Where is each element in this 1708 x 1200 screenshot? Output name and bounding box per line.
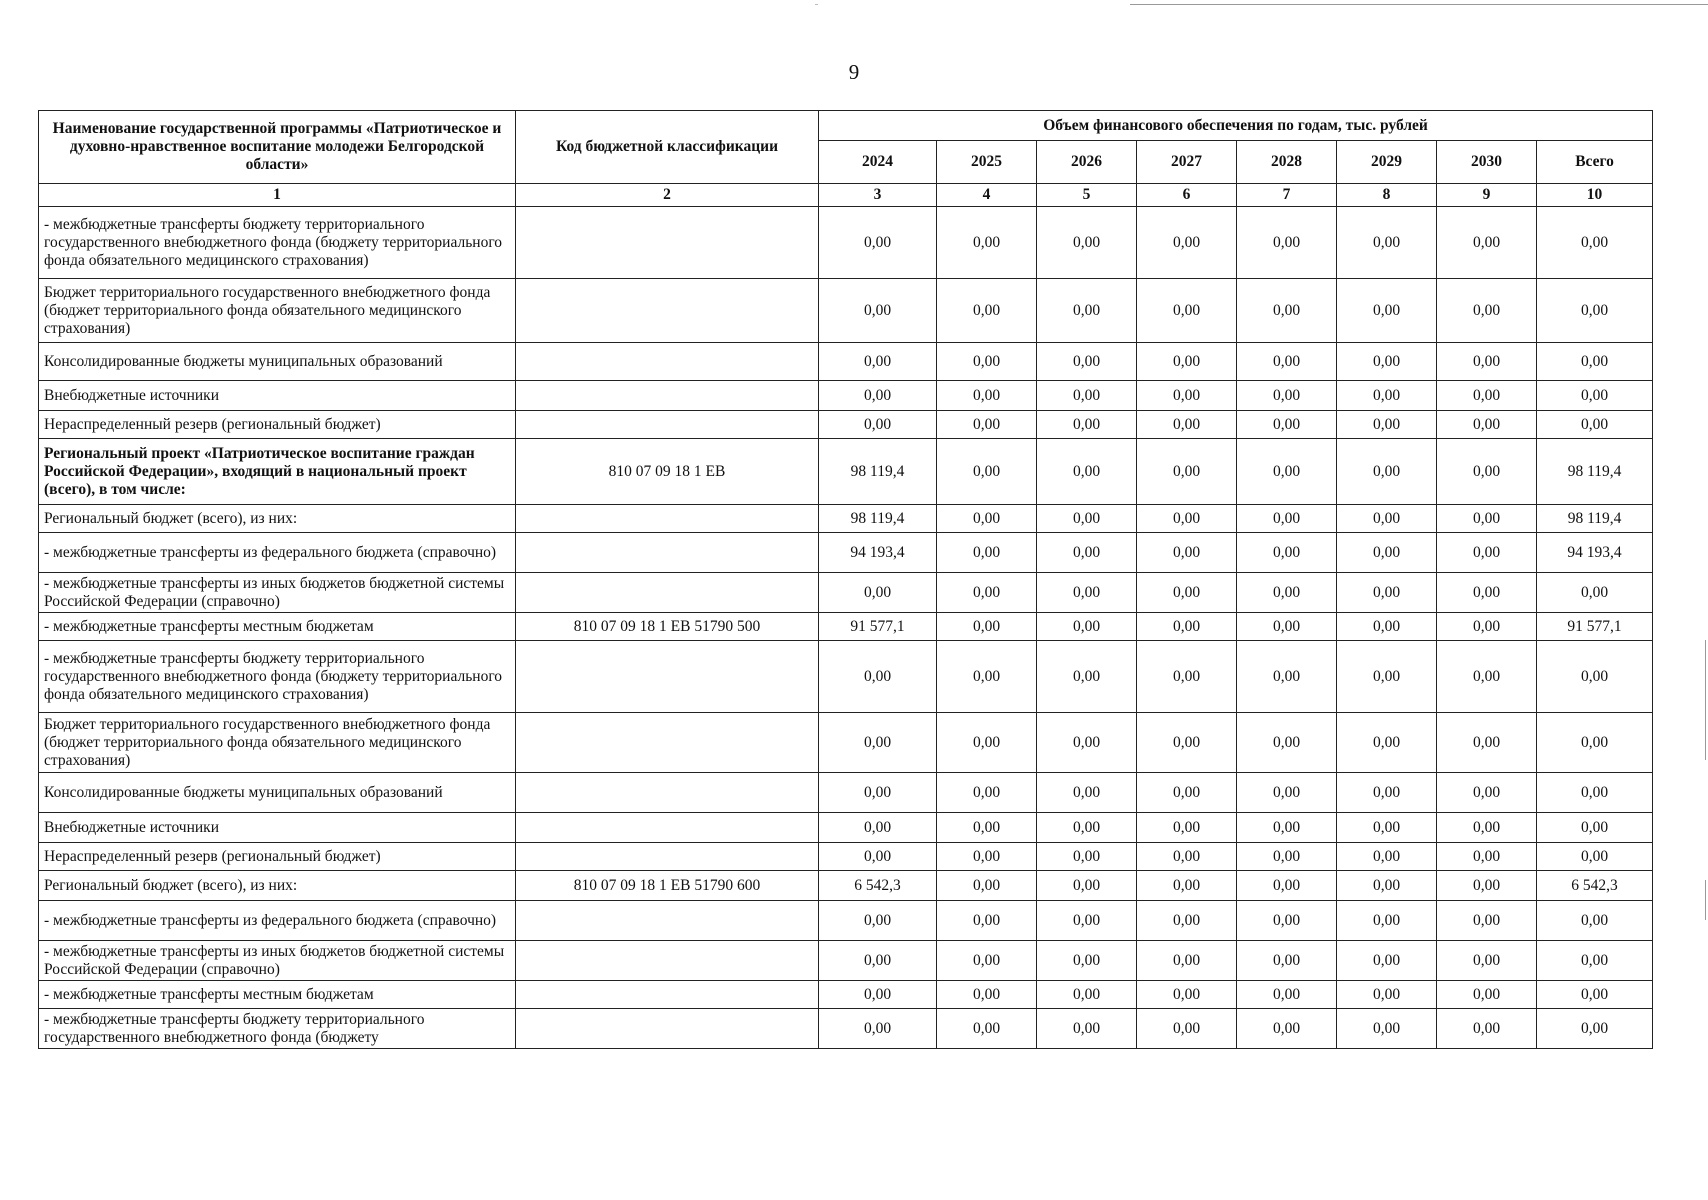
row-value: 0,00 (1437, 713, 1537, 773)
row-value: 0,00 (1037, 981, 1137, 1009)
row-name: Нераспределенный резерв (региональный бюджет) (39, 411, 516, 439)
row-value: 0,00 (1137, 813, 1237, 843)
row-code (516, 813, 819, 843)
row-value: 0,00 (1137, 981, 1237, 1009)
row-value: 0,00 (1337, 773, 1437, 813)
row-name: - межбюджетные трансферты из федерального бюджета (справочно) (39, 533, 516, 573)
row-value: 0,00 (819, 813, 937, 843)
row-value: 0,00 (1337, 843, 1437, 871)
header-year: 2029 (1337, 141, 1437, 184)
header-year: 2028 (1237, 141, 1337, 184)
row-code (516, 843, 819, 871)
row-value: 0,00 (819, 981, 937, 1009)
row-total: 98 119,4 (1537, 505, 1653, 533)
row-code: 810 07 09 18 1 ЕВ (516, 439, 819, 505)
row-value: 0,00 (1337, 279, 1437, 343)
table-row (39, 381, 1653, 411)
row-value: 0,00 (1037, 207, 1137, 279)
row-value: 0,00 (1037, 871, 1137, 901)
table-row (39, 533, 1653, 573)
row-value: 0,00 (1437, 901, 1537, 941)
scan-mark (815, 4, 818, 5)
row-value: 0,00 (937, 1009, 1037, 1049)
column-number: 3 (819, 184, 937, 207)
row-total: 98 119,4 (1537, 439, 1653, 505)
row-value: 0,00 (1337, 871, 1437, 901)
row-value: 0,00 (937, 411, 1037, 439)
header-year: 2025 (937, 141, 1037, 184)
table-row (39, 343, 1653, 381)
row-value: 0,00 (1437, 773, 1537, 813)
table-body (39, 207, 1653, 1049)
row-value: 0,00 (1437, 641, 1537, 713)
table-row (39, 573, 1653, 613)
row-value: 0,00 (937, 613, 1037, 641)
row-value: 0,00 (1337, 641, 1437, 713)
table-row (39, 813, 1653, 843)
row-total: 91 577,1 (1537, 613, 1653, 641)
row-value: 0,00 (1137, 613, 1237, 641)
row-value: 0,00 (1437, 505, 1537, 533)
row-value: 0,00 (1437, 613, 1537, 641)
header-year: 2027 (1137, 141, 1237, 184)
row-value: 0,00 (1437, 343, 1537, 381)
row-code (516, 1009, 819, 1049)
row-value: 0,00 (937, 843, 1037, 871)
row-value: 0,00 (1437, 533, 1537, 573)
row-code: 810 07 09 18 1 ЕВ 51790 500 (516, 613, 819, 641)
row-code (516, 941, 819, 981)
row-value: 0,00 (1237, 941, 1337, 981)
row-total: 0,00 (1537, 207, 1653, 279)
table-row (39, 773, 1653, 813)
table-row (39, 411, 1653, 439)
row-value: 0,00 (1237, 505, 1337, 533)
header-year: 2026 (1037, 141, 1137, 184)
row-value: 0,00 (819, 573, 937, 613)
row-name: Консолидированные бюджеты муниципальных образований (39, 343, 516, 381)
row-value: 0,00 (819, 843, 937, 871)
row-value: 0,00 (1137, 207, 1237, 279)
column-number-row (39, 184, 1653, 207)
row-value: 0,00 (1037, 381, 1137, 411)
row-value: 0,00 (1137, 1009, 1237, 1049)
row-code (516, 505, 819, 533)
row-value: 0,00 (1437, 381, 1537, 411)
row-total: 0,00 (1537, 411, 1653, 439)
row-value: 0,00 (1037, 343, 1137, 381)
column-number: 5 (1037, 184, 1137, 207)
row-name: Внебюджетные источники (39, 381, 516, 411)
budget-table (38, 110, 1653, 1049)
row-value: 0,00 (1337, 411, 1437, 439)
row-code (516, 981, 819, 1009)
row-value: 94 193,4 (819, 533, 937, 573)
row-value: 0,00 (1037, 941, 1137, 981)
row-value: 0,00 (937, 641, 1037, 713)
row-total: 0,00 (1537, 279, 1653, 343)
row-value: 0,00 (1037, 533, 1137, 573)
row-name: Региональный бюджет (всего), из них: (39, 871, 516, 901)
row-value: 0,00 (1437, 843, 1537, 871)
row-value: 0,00 (1137, 439, 1237, 505)
row-name: - межбюджетные трансферты из федерального бюджета (справочно) (39, 901, 516, 941)
row-value: 0,00 (1137, 505, 1237, 533)
row-value: 0,00 (1237, 381, 1337, 411)
row-value: 0,00 (937, 207, 1037, 279)
row-code (516, 641, 819, 713)
row-value: 0,00 (1237, 573, 1337, 613)
row-value: 0,00 (1437, 439, 1537, 505)
row-value: 0,00 (1037, 573, 1137, 613)
row-value: 0,00 (937, 381, 1037, 411)
row-value: 0,00 (937, 773, 1037, 813)
row-value: 0,00 (1037, 773, 1137, 813)
row-value: 0,00 (1237, 981, 1337, 1009)
row-value: 0,00 (1337, 813, 1437, 843)
row-name: Внебюджетные источники (39, 813, 516, 843)
row-value: 0,00 (1237, 343, 1337, 381)
row-value: 0,00 (1237, 641, 1337, 713)
row-value: 0,00 (1137, 843, 1237, 871)
row-name: Бюджет территориального государственного внебюджетного фонда (бюджет территориального фонда обязательного медицинского страхования) (39, 279, 516, 343)
row-value: 0,00 (819, 411, 937, 439)
row-value: 0,00 (1137, 641, 1237, 713)
column-number: 6 (1137, 184, 1237, 207)
row-name: Региональный бюджет (всего), из них: (39, 505, 516, 533)
row-value: 0,00 (937, 813, 1037, 843)
row-value: 0,00 (819, 381, 937, 411)
row-value: 0,00 (1237, 843, 1337, 871)
row-value: 0,00 (1237, 411, 1337, 439)
row-value: 0,00 (1237, 871, 1337, 901)
column-number: 1 (39, 184, 516, 207)
table-row (39, 901, 1653, 941)
row-value: 0,00 (819, 941, 937, 981)
row-value: 0,00 (1037, 641, 1137, 713)
row-value: 0,00 (819, 713, 937, 773)
row-value: 0,00 (1037, 901, 1137, 941)
row-value: 0,00 (1337, 439, 1437, 505)
row-value: 0,00 (1437, 871, 1537, 901)
table-row (39, 981, 1653, 1009)
row-value: 6 542,3 (819, 871, 937, 901)
row-value: 0,00 (1137, 941, 1237, 981)
row-total: 0,00 (1537, 813, 1653, 843)
row-total: 6 542,3 (1537, 871, 1653, 901)
row-total: 0,00 (1537, 381, 1653, 411)
table-row (39, 843, 1653, 871)
row-value: 0,00 (1137, 411, 1237, 439)
row-value: 0,00 (1437, 411, 1537, 439)
row-value: 0,00 (1337, 207, 1437, 279)
row-value: 0,00 (1237, 813, 1337, 843)
row-value: 0,00 (1337, 533, 1437, 573)
row-total: 0,00 (1537, 901, 1653, 941)
row-value: 0,00 (1137, 381, 1237, 411)
row-name: - межбюджетные трансферты бюджету территориального государственного внебюджетного фонда (бюджету территориального фонда обязательного медицинского страхования) (39, 641, 516, 713)
row-value: 0,00 (937, 941, 1037, 981)
table-row (39, 439, 1653, 505)
row-value: 0,00 (1237, 613, 1337, 641)
row-value: 0,00 (1337, 941, 1437, 981)
row-value: 0,00 (1037, 505, 1137, 533)
header-year: Всего (1537, 141, 1653, 184)
row-value: 0,00 (1037, 713, 1137, 773)
header-funding: Объем финансового обеспечения по годам, тыс. рублей (819, 111, 1653, 141)
table-row (39, 871, 1653, 901)
row-value: 0,00 (1437, 207, 1537, 279)
column-number: 2 (516, 184, 819, 207)
row-value: 0,00 (1037, 411, 1137, 439)
row-value: 0,00 (937, 439, 1037, 505)
row-value: 0,00 (1337, 343, 1437, 381)
row-value: 0,00 (1237, 1009, 1337, 1049)
row-value: 0,00 (1437, 813, 1537, 843)
row-value: 0,00 (1437, 981, 1537, 1009)
row-value: 0,00 (819, 901, 937, 941)
row-value: 0,00 (937, 871, 1037, 901)
table-row (39, 613, 1653, 641)
row-value: 0,00 (1337, 573, 1437, 613)
row-value: 98 119,4 (819, 439, 937, 505)
row-value: 0,00 (1337, 901, 1437, 941)
row-code (516, 343, 819, 381)
row-total: 0,00 (1537, 941, 1653, 981)
row-name: - межбюджетные трансферты из иных бюджетов бюджетной системы Российской Федерации (справочно) (39, 573, 516, 613)
header-year: 2030 (1437, 141, 1537, 184)
table-row (39, 941, 1653, 981)
row-total: 0,00 (1537, 981, 1653, 1009)
row-name: - межбюджетные трансферты местным бюджетам (39, 981, 516, 1009)
row-value: 0,00 (1037, 843, 1137, 871)
row-value: 0,00 (1137, 279, 1237, 343)
row-value: 0,00 (1237, 279, 1337, 343)
row-code: 810 07 09 18 1 ЕВ 51790 600 (516, 871, 819, 901)
table-row (39, 713, 1653, 773)
row-value: 0,00 (1337, 1009, 1437, 1049)
row-value: 0,00 (819, 207, 937, 279)
row-value: 0,00 (1137, 713, 1237, 773)
row-value: 0,00 (1337, 381, 1437, 411)
row-value: 0,00 (1337, 505, 1437, 533)
scan-edge-line (1130, 4, 1708, 5)
page-number: 9 (848, 60, 860, 84)
table-row (39, 279, 1653, 343)
row-value: 0,00 (1337, 981, 1437, 1009)
row-name: Региональный проект «Патриотическое воспитание граждан Российской Федерации», входящий в национальный проект (всего), в том числе: (39, 439, 516, 505)
row-code (516, 411, 819, 439)
row-value: 91 577,1 (819, 613, 937, 641)
row-code (516, 207, 819, 279)
table-row (39, 505, 1653, 533)
row-name: - межбюджетные трансферты местным бюджетам (39, 613, 516, 641)
table-row (39, 1009, 1653, 1049)
row-code (516, 901, 819, 941)
column-number: 10 (1537, 184, 1653, 207)
row-total: 0,00 (1537, 343, 1653, 381)
header-name: Наименование государственной программы «Патриотическое и духовно-нравственное воспитание молодежи Белгородской области» (39, 111, 516, 184)
row-value: 0,00 (1037, 1009, 1137, 1049)
row-value: 0,00 (937, 981, 1037, 1009)
row-total: 0,00 (1537, 713, 1653, 773)
row-value: 0,00 (819, 343, 937, 381)
row-value: 0,00 (937, 505, 1037, 533)
row-value: 0,00 (1037, 613, 1137, 641)
row-value: 0,00 (937, 279, 1037, 343)
row-name: - межбюджетные трансферты бюджету территориального государственного внебюджетного фонда (бюджету территориального фонда обязательного медицинского страхования) (39, 207, 516, 279)
row-value: 0,00 (1037, 813, 1137, 843)
row-value: 0,00 (937, 901, 1037, 941)
row-value: 0,00 (1137, 343, 1237, 381)
row-code (516, 381, 819, 411)
row-total: 0,00 (1537, 843, 1653, 871)
row-name: Нераспределенный резерв (региональный бюджет) (39, 843, 516, 871)
row-name: Бюджет территориального государственного внебюджетного фонда (бюджет территориального фонда обязательного медицинского страхования) (39, 713, 516, 773)
column-number: 7 (1237, 184, 1337, 207)
row-value: 0,00 (1437, 573, 1537, 613)
row-code (516, 279, 819, 343)
row-value: 0,00 (937, 713, 1037, 773)
header-code: Код бюджетной классификации (516, 111, 819, 184)
scan-edge-mark (1705, 880, 1706, 920)
row-value: 0,00 (819, 279, 937, 343)
row-value: 0,00 (1037, 439, 1137, 505)
row-value: 0,00 (937, 573, 1037, 613)
row-value: 0,00 (1237, 439, 1337, 505)
row-value: 0,00 (1337, 713, 1437, 773)
row-value: 0,00 (1137, 573, 1237, 613)
row-value: 0,00 (1437, 1009, 1537, 1049)
row-value: 0,00 (937, 533, 1037, 573)
row-total: 0,00 (1537, 641, 1653, 713)
row-value: 0,00 (819, 641, 937, 713)
row-name: Консолидированные бюджеты муниципальных образований (39, 773, 516, 813)
row-total: 94 193,4 (1537, 533, 1653, 573)
row-code (516, 573, 819, 613)
row-value: 0,00 (1237, 533, 1337, 573)
row-value: 0,00 (1137, 533, 1237, 573)
row-code (516, 773, 819, 813)
table-row (39, 207, 1653, 279)
column-number: 9 (1437, 184, 1537, 207)
table-row (39, 641, 1653, 713)
row-code (516, 713, 819, 773)
row-total: 0,00 (1537, 1009, 1653, 1049)
row-total: 0,00 (1537, 773, 1653, 813)
row-name: - межбюджетные трансферты бюджету территориального государственного внебюджетного фонда (бюджету (39, 1009, 516, 1049)
row-value: 0,00 (1337, 613, 1437, 641)
row-value: 0,00 (819, 773, 937, 813)
scan-edge-mark (1705, 640, 1706, 760)
row-code (516, 533, 819, 573)
row-value: 98 119,4 (819, 505, 937, 533)
row-value: 0,00 (1137, 901, 1237, 941)
header-year: 2024 (819, 141, 937, 184)
row-value: 0,00 (1237, 207, 1337, 279)
column-number: 8 (1337, 184, 1437, 207)
row-value: 0,00 (1237, 713, 1337, 773)
row-value: 0,00 (1037, 279, 1137, 343)
row-value: 0,00 (1237, 773, 1337, 813)
row-value: 0,00 (1137, 773, 1237, 813)
row-value: 0,00 (1437, 941, 1537, 981)
row-value: 0,00 (1237, 901, 1337, 941)
row-value: 0,00 (937, 343, 1037, 381)
row-name: - межбюджетные трансферты из иных бюджетов бюджетной системы Российской Федерации (справочно) (39, 941, 516, 981)
row-value: 0,00 (819, 1009, 937, 1049)
row-total: 0,00 (1537, 573, 1653, 613)
row-value: 0,00 (1437, 279, 1537, 343)
column-number: 4 (937, 184, 1037, 207)
row-value: 0,00 (1137, 871, 1237, 901)
